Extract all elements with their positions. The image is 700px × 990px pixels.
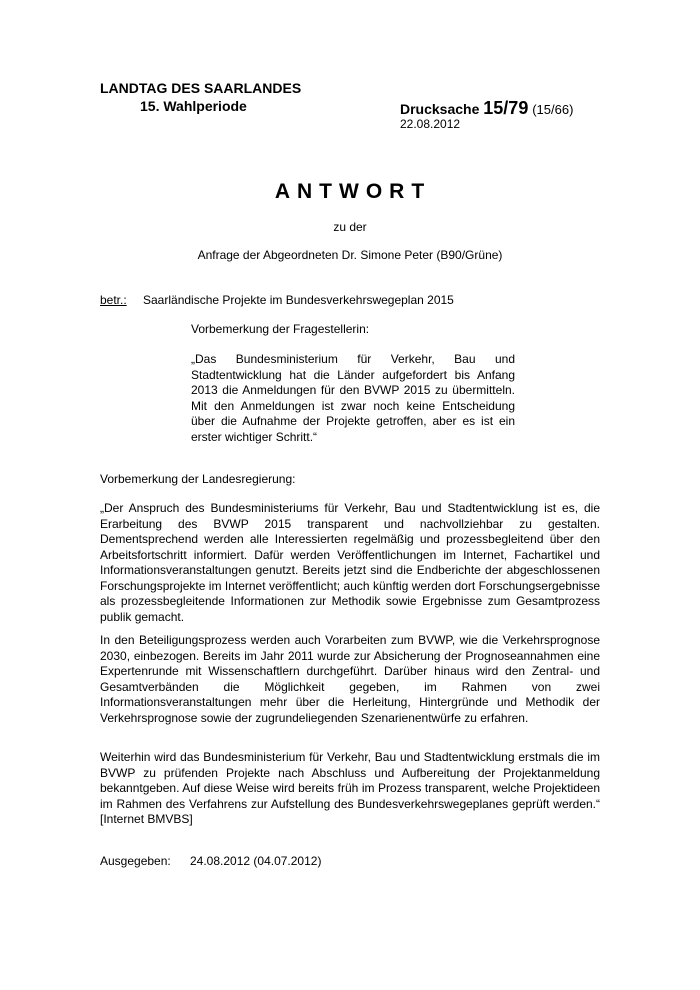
drucksache-label: Drucksache [400,101,480,117]
government-paragraph: „Der Anspruch des Bundesministeriums für Verkehr, Bau und Stadtentwicklung ist es, die Erarbeitung des BVWP 2015 transparent und nachvollziehbar zu gestalten. Dementsprechend werden alle Interessierten regelmäßig und prozessbegleitend über den Arbeitsfortschritt informiert. Dafür werden Veröffentlichungen im Internet, Fachartikel und Informationsveranstaltungen genutzt. Bereits jetzt sind die Endberichte der abgeschlossenen Forschungsprojekte im Internet veröffentlicht; auch künftig werden dort Forschungsergebnisse als prozessbegleitende Informationen zur Methodik sowie Ergebnisse zum Gesamtprozess publik gemacht. [100,501,600,624]
legislative-period: 15. Wahlperiode [140,98,247,114]
document-title: ANTWORT [274,180,432,203]
government-paragraph: In den Beteiligungsprozess werden auch Vorarbeiten zum BVWP, wie die Verkehrsprognose 2030, einbezogen. Bereits im Jahr 2011 wurde zur Absicherung der Prognoseannahmen eine Expertenrunde mit Wissenschaftlern durchgeführt. Darüber hinaus wird den Zentral- und Gesamtverbänden die Möglichkeit gegeben, im Rahmen von zwei Informationsveranstaltungen mehr über die Herleitung, Hintergründe und Methodik der Verkehrsprognose sowie der zugrundeliegenden Szenarienentwürfe zu erfahren. [100,633,600,725]
drucksache-number: 15/79 [483,98,529,118]
document-date: 22.08.2012 [400,117,461,131]
subtitle: zu der [333,220,367,234]
issued-label: Ausgegeben: [100,854,171,868]
drucksache-old-number: (15/66) [532,102,574,117]
subject-text: Saarländische Projekte im Bundesverkehrswegeplan 2015 [143,293,454,307]
issued-date: 24.08.2012 (04.07.2012) [190,854,322,868]
questioner-preface-heading: Vorbemerkung der Fragestellerin: [191,322,370,336]
inquiry-line: Anfrage der Abgeordneten Dr. Simone Peter (B90/Grüne) [197,248,503,262]
government-paragraph: Weiterhin wird das Bundesministerium für Verkehr, Bau und Stadtentwicklung erstmals die im BVWP zu prüfenden Projekte nach Abschluss und Aufbereitung der Projektanmeldung bekanntgeben. Auf diese Weise wird bereits früh im Prozess transparent, welche Projektideen im Rahmen des Verfahrens zur Aufstellung des Bundesverkehrswegeplanes geprüft werden.“ [Internet BMVBS] [100,750,600,826]
organization-name: LANDTAG DES SAARLANDES [100,80,302,96]
document-number-block [400,98,573,119]
questioner-preface-quote: „Das Bundesministerium für Verkehr, Bau und Stadtentwicklung hat die Länder aufgefordert bis Anfang 2013 die Anmeldungen für den BVWP 2015 zu übermitteln. Mit den Anmeldungen ist zwar noch keine Entscheidung über die Aufnahme der Projekte getroffen, aber es ist ein erster wichtiger Schritt.“ [191,352,515,444]
government-preface-heading: Vorbemerkung der Landesregierung: [100,472,296,486]
issued-line [100,854,322,868]
subject-label: betr.: [100,293,127,307]
